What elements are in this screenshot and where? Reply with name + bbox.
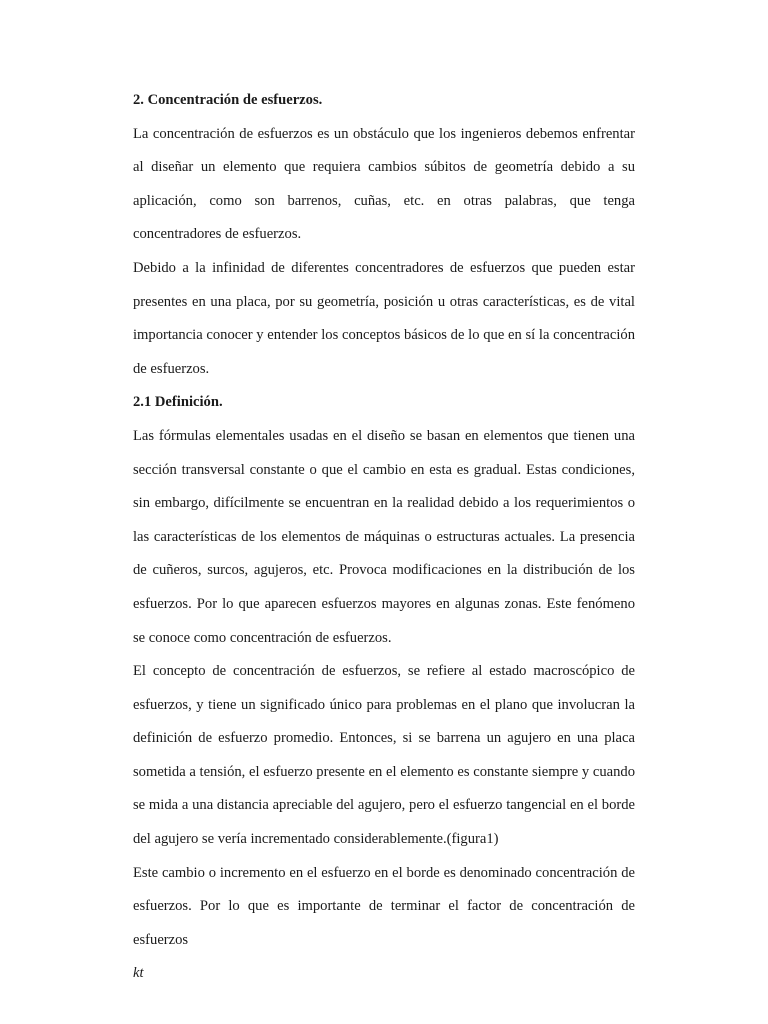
page-content [133,84,635,991]
paragraph-formulas: Las fórmulas elementales usadas en el diseño se basan en elementos que tienen una sección transversal constante o que el cambio en esta es gradual. Estas condiciones, sin embargo, difícilmente se encuentran en la realidad debido a los requerimientos o las características de los elementos de máquinas o estructuras actuales. La presencia de cuñeros, surcos, agujeros, etc. Provoca modificaciones en la distribución de los esfuerzos. Por lo que aparecen esfuerzos mayores en algunas zonas. Este fenómeno se conoce como concentración de esfuerzos. [133,427,635,646]
paragraph-incremento: Este cambio o incremento en el esfuerzo en el borde es denominado concentración de esfuerzos. Por lo que es importante de terminar el factor de concentración de esfuerzos [133,864,635,948]
section-heading-concentracion: 2. Concentración de esfuerzos. [133,92,323,108]
factor-symbol-kt: kt [133,965,144,982]
paragraph-concentradores: Debido a la infinidad de diferentes concentradores de esfuerzos que pueden estar presentes en una placa, por su geometría, posición u otras características, es de vital importancia conocer y entender los conceptos básicos de lo que en sí la concentración de esfuerzos. [133,259,635,377]
paragraph-concepto: El concepto de concentración de esfuerzos, se refiere al estado macroscópico de esfuerzos, y tiene un significado único para problemas en el plano que involucran la definición de esfuerzo promedio. Entonces, si se barrena un agujero en una placa sometida a tensión, el esfuerzo presente en el elemento es constante siempre y cuando se mida a una distancia apreciable del agujero, pero el esfuerzo tangencial en el borde del agujero se vería incrementado considerablemente.(figura1) [133,663,635,848]
paragraph-intro: La concentración de esfuerzos es un obstáculo que los ingenieros debemos enfrentar al diseñar un elemento que requiera cambios súbitos de geometría debido a su aplicación, como son barrenos, cuñas, etc. en otras palabras, que tenga concentradores de esfuerzos. [133,125,635,243]
section-heading-definicion: 2.1 Definición. [133,394,223,411]
